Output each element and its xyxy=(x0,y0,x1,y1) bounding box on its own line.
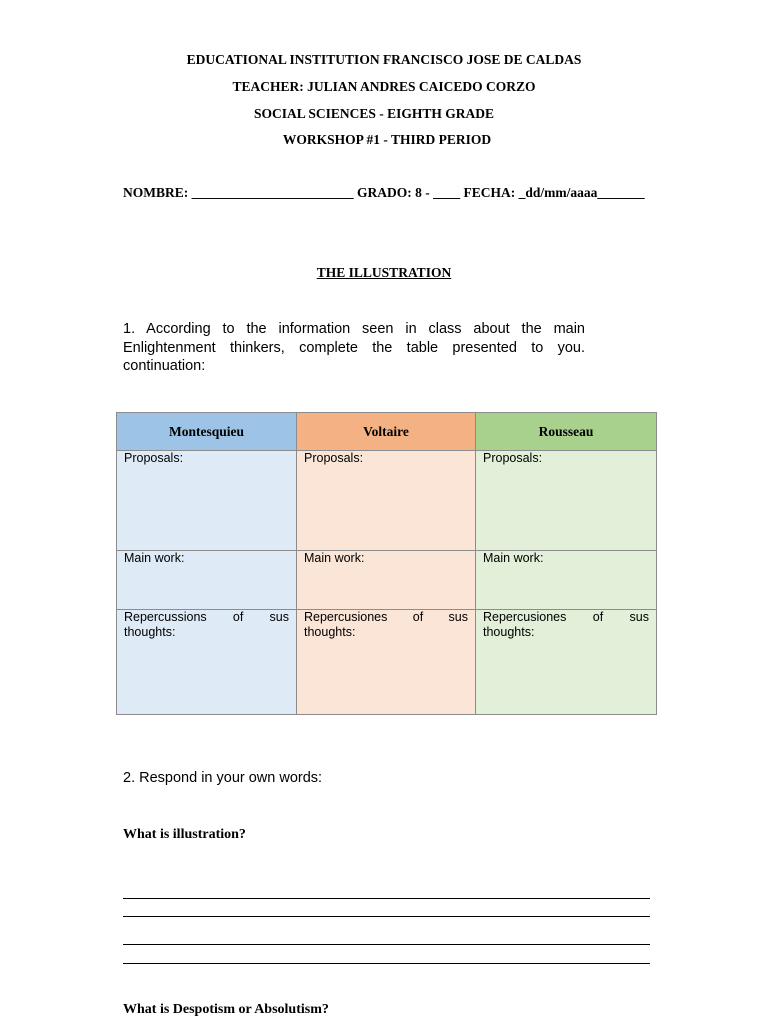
answer-line[interactable] xyxy=(123,963,650,964)
question-2: 2. Respond in your own words: xyxy=(123,770,323,786)
subquestion-illustration: What is illustration? xyxy=(123,827,246,842)
cell-voltaire-proposals[interactable] xyxy=(297,451,476,551)
institution-name: EDUCATIONAL INSTITUTION FRANCISCO JOSE DE CALDAS xyxy=(186,52,582,67)
header-montesquieu: Montesquieu xyxy=(117,413,297,451)
cell-label: Repercusiones of sus thoughts: xyxy=(483,610,649,639)
cell-label: Main work: xyxy=(304,551,365,565)
teacher-name: TEACHER: JULIAN ANDRES CAICEDO CORZO xyxy=(232,79,536,94)
cell-montesquieu-main-work[interactable] xyxy=(117,551,297,610)
header-voltaire: Voltaire xyxy=(297,413,476,451)
answer-line[interactable] xyxy=(123,944,650,945)
page-title xyxy=(0,265,768,281)
question-1: 1. According to the information seen in class about the main Enlightenment thinkers, complete the table presented to you. continuation: xyxy=(123,321,585,374)
cell-rousseau-proposals[interactable] xyxy=(476,451,657,551)
table-header-row xyxy=(117,413,657,451)
cell-label: Proposals: xyxy=(124,451,184,465)
page-title-text: THE ILLUSTRATION xyxy=(316,265,452,280)
cell-voltaire-main-work[interactable] xyxy=(297,551,476,610)
cell-label: Main work: xyxy=(483,551,544,565)
cell-montesquieu-repercussions[interactable] xyxy=(117,610,297,715)
cell-label: Repercusiones of sus thoughts: xyxy=(304,610,468,639)
thinkers-table xyxy=(116,412,657,715)
table-row-proposals xyxy=(117,451,657,551)
subquestion-despotism: What is Despotism or Absolutism? xyxy=(123,1002,329,1017)
cell-rousseau-repercussions[interactable] xyxy=(476,610,657,715)
table-row-main-work xyxy=(117,551,657,610)
cell-label: Proposals: xyxy=(304,451,364,465)
cell-montesquieu-proposals[interactable] xyxy=(117,451,297,551)
cell-voltaire-repercussions[interactable] xyxy=(297,610,476,715)
student-info-line[interactable]: NOMBRE: ________________________ GRADO: 8 - ____ FECHA: _dd/mm/aaaa_______ xyxy=(123,185,645,200)
subject-line: SOCIAL SCIENCES - EIGHTH GRADE xyxy=(253,106,495,121)
cell-rousseau-main-work[interactable] xyxy=(476,551,657,610)
workshop-line: WORKSHOP #1 - THIRD PERIOD xyxy=(282,132,492,147)
cell-label: Proposals: xyxy=(483,451,543,465)
cell-label: Main work: xyxy=(124,551,185,565)
answer-line[interactable] xyxy=(123,916,650,917)
header-rousseau: Rousseau xyxy=(476,413,657,451)
cell-label: Repercussions of sus thoughts: xyxy=(124,610,289,639)
answer-line[interactable] xyxy=(123,898,650,899)
table-row-repercussions xyxy=(117,610,657,715)
